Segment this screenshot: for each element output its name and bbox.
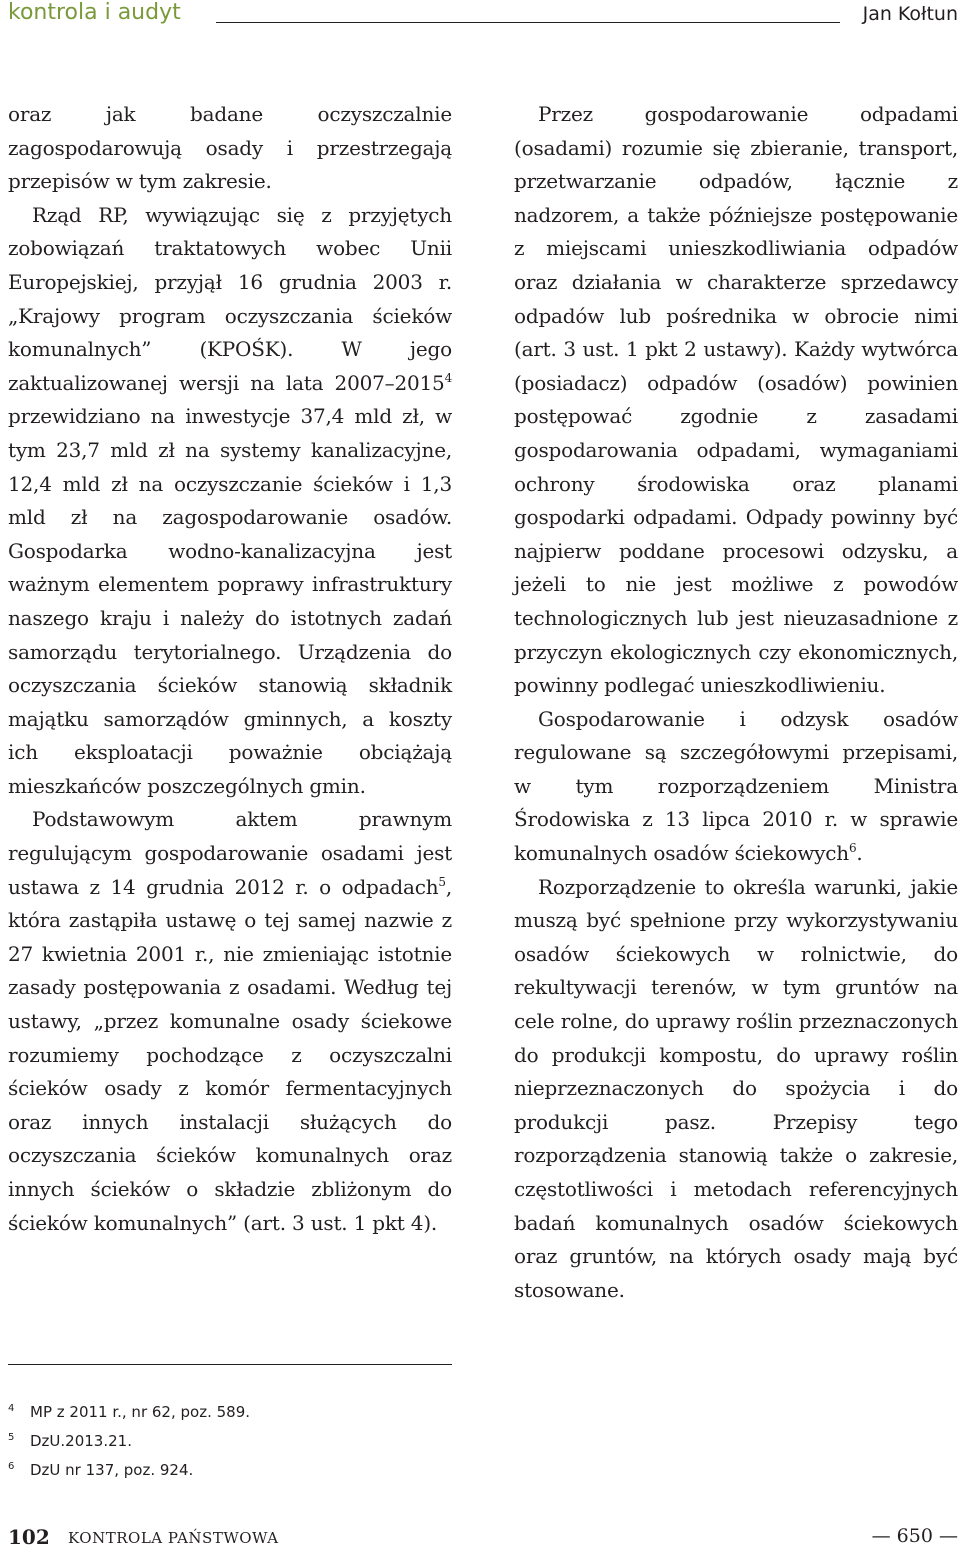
- footnote: [8, 1454, 608, 1483]
- page-number: 102: [8, 1525, 50, 1549]
- journal-name: KONTROLA PAŃSTWOWA: [68, 1529, 279, 1547]
- footnote-ref: 5: [438, 874, 446, 889]
- footnote-number: 4: [8, 1403, 15, 1414]
- running-header: [8, 0, 958, 32]
- footnote-ref: 6: [848, 841, 857, 856]
- paragraph: [8, 803, 452, 1240]
- paragraph: Rozporządzenie to określa warunki, jakie muszą być spełnione przy wykorzystywaniu osadów ściekowych w rolnictwie, do rekultywacji terenów, w tym gruntów na cele rolne, do uprawy roślin przeznaczonych do produkcji kompostu, do uprawy roślin nieprzeznaczonych do spożycia i do produkcji pasz. Przepisy tego rozporządzenia stanowią także o zakresie, częstotliwości i metodach referencyjnych badań komunalnych osadów ściekowych oraz gruntów, na których osady mają być stosowane.: [514, 874, 958, 1302]
- paragraph: [514, 703, 958, 871]
- footnote-rule: [8, 1364, 452, 1365]
- paragraph-text: Gospodarowanie i odzysk osadów regulowane są szczegółowymi przepisami, w tym rozporządzeniem Ministra Środowiska z 13 lipca 2010 r. w sprawie komunalnych osadów ściekowych: [514, 706, 958, 866]
- paragraph: oraz jak badane oczyszczalnie zagospodarowują osady i przestrzegają przepisów w tym zakresie.: [8, 102, 452, 194]
- section-title: kontrola i audyt: [8, 0, 181, 25]
- paragraph-text: , która zastąpiła ustawę o tej samej nazwie z 27 kwietnia 2001 r., nie zmieniając istotnie zasady postępowania z osadami. Według tej ustawy, „przez komunalne osady ściekowe rozumiemy pochodzące z oczyszczalni ścieków osady z komór fermentacyjnych oraz innych instalacji służących do oczyszczania ścieków komunalnych oraz innych ścieków o składzie zbliżonym do ścieków komunalnych” (art. 3 ust. 1 pkt 4).: [8, 874, 452, 1235]
- footnote-ref: 4: [444, 370, 452, 385]
- paragraph-text: przewidziano na inwestycje 37,4 mld zł, w tym 23,7 mld zł na systemy kanalizacyjne, 12,4 mld zł na oczyszczanie ścieków i 1,3 mld zł na zagospodarowanie osadów. Gospodarka wodno-kanalizacyjna jest ważnym elementem poprawy infrastruktury naszego kraju i należy do istotnych zadań samorządu terytorialnego. Urządzenia do oczyszczania ścieków stanowią składnik majątku samorządów gminnych, a koszty ich eksploatacji poważnie obciążają mieszkańców poszczególnych gmin.: [8, 404, 452, 798]
- footnote: [8, 1396, 608, 1425]
- page-footer: [8, 1525, 958, 1549]
- paragraph: [8, 199, 452, 804]
- footnotes: [8, 1396, 608, 1483]
- footnote-text: DzU nr 137, poz. 924.: [30, 1461, 194, 1479]
- footnote-number: 5: [8, 1432, 15, 1443]
- header-rule: [216, 22, 840, 23]
- footnote-text: DzU.2013.21.: [30, 1432, 132, 1450]
- paragraph-text: Rząd RP, wywiązując się z przyjętych zobowiązań traktatowych wobec Unii Europejskiej, przyjął 16 grudnia 2003 r. „Krajowy program oczyszczania ścieków komunalnych” (KPOŚK). W jego zaktualizowanej wersji na lata 2007–2015: [8, 202, 452, 395]
- issue-number: — 650 —: [871, 1525, 958, 1547]
- footnote-number: 6: [8, 1461, 15, 1472]
- author-name: Jan Kołtun: [862, 3, 958, 25]
- footnote-text: MP z 2011 r., nr 62, poz. 589.: [30, 1403, 251, 1421]
- paragraph-text: .: [856, 841, 863, 866]
- footnote: [8, 1425, 608, 1454]
- paragraph-text: Podstawowym aktem prawnym regulującym gospodarowanie osadami jest ustawa z 14 grudnia 2012 r. o odpadach: [8, 807, 452, 899]
- right-column: [514, 98, 958, 1307]
- paragraph: Przez gospodarowanie odpadami (osadami) rozumie się zbieranie, transport, przetwarzanie odpadów, łącznie z nadzorem, a także późniejsze postępowanie z miejscami unieszkodliwiania odpadów oraz działania w charakterze sprzedawcy odpadów lub pośrednika w obrocie nimi (art. 3 ust. 1 pkt 2 ustawy). Każdy wytwórca (posiadacz) odpadów (osadów) powinien postępować zgodnie z zasadami gospodarowania odpadami, wymaganiami ochrony środowiska oraz planami gospodarki odpadami. Odpady powinny być najpierw poddane procesowi odzysku, a jeżeli to nie jest możliwe z powodów technologicznych lub jest nieuzasadnione z przyczyn ekologicznych czy ekonomicznych, powinny podlegać unieszkodliwieniu.: [514, 102, 958, 698]
- left-column: [8, 98, 452, 1240]
